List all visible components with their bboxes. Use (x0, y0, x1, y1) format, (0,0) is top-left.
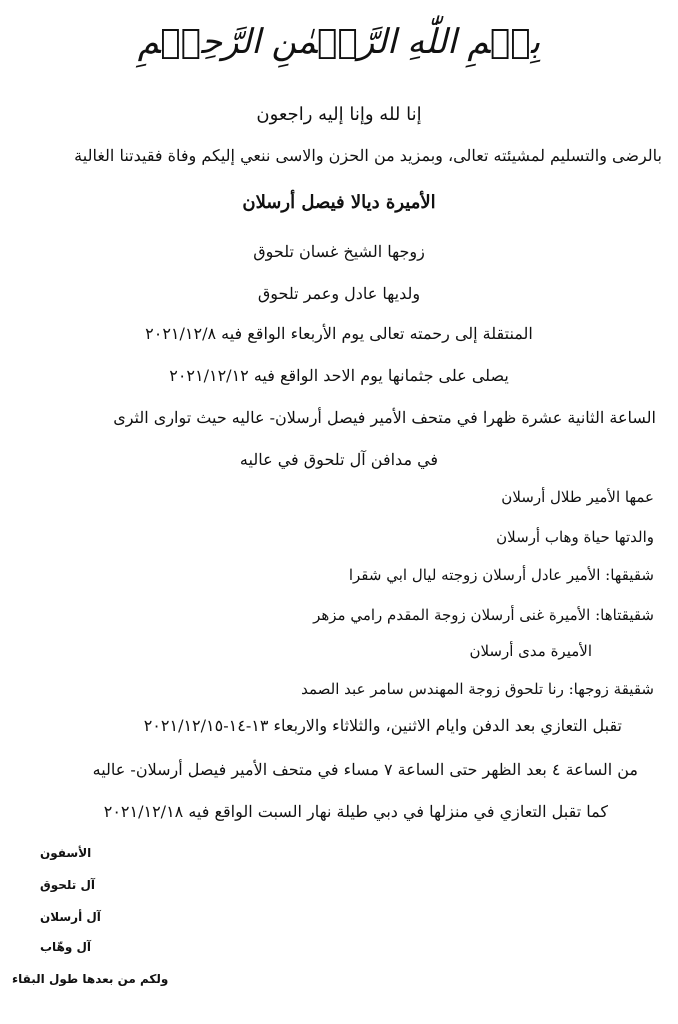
passing-date-line: المنتقلة إلى رحمته تعالى يوم الأربعاء الواقع فيه ٢٠٢١/١٢/٨ (145, 324, 533, 343)
signatory-line: آل وهّاب (40, 940, 92, 954)
burial-line: في مدافن آل تلحوق في عاليه (239, 450, 439, 469)
condolence-line-3: كما تقبل التعازي في منزلها في دبي طيلة نهار السبت الواقع فيه ٢٠٢١/١٢/١٨ (103, 802, 608, 821)
prayer-date-line: يصلى على جثمانها يوم الاحد الواقع فيه ٢٠٢١/١٢/١٢ (169, 366, 509, 385)
deceased-name: الأميرة ديالا فيصل أرسلان (242, 192, 436, 213)
sons-line: ولديها عادل وعمر تلحوق (257, 284, 421, 303)
verse-line: إنا لله وإنا إليه راجعون (256, 104, 422, 125)
relative-line: عمها الأمير طلال أرسلان (501, 488, 654, 506)
relative-line: شقيقها: الأمير عادل أرسلان زوجته ليال ابي شقرا (348, 566, 654, 584)
basmala-calligraphy: بِسۡمِ اللّٰهِ الرَّحۡمٰنِ الرَّحِيۡمِ (137, 22, 541, 62)
signatory-line: ولكم من بعدها طول البقاء (12, 972, 169, 986)
signatory-line: آل تلحوق (40, 878, 96, 892)
relative-line: والدتها حياة وهاب أرسلان (496, 528, 654, 546)
condolence-line-2: من الساعة ٤ بعد الظهر حتى الساعة ٧ مساء في متحف الأمير فيصل أرسلان- عاليه (92, 760, 638, 779)
condolence-line-1: تقبل التعازي بعد الدفن وايام الاثنين، والثلاثاء والاربعاء ١٣-١٤-٢٠٢١/١٢/١٥ (143, 716, 622, 735)
signatory-line: الأسفون (40, 846, 92, 860)
relative-line: شقيقة زوجها: رنا تلحوق زوجة المهندس سامر عبد الصمد (301, 680, 654, 698)
signatory-line: آل أرسلان (40, 910, 101, 924)
husband-line: زوجها الشيخ غسان تلحوق (253, 242, 425, 261)
relative-line: الأميرة مدى أرسلان (469, 642, 592, 660)
relative-line: شقيقتاها: الأميرة غنى أرسلان زوجة المقدم رامي مزهر (313, 606, 654, 624)
intro-line: بالرضى والتسليم لمشيئته تعالى، وبمزيد من الحزن والاسى ننعي إليكم وفاة فقيدتنا الغالية (74, 146, 662, 165)
prayer-time-place-line: الساعة الثانية عشرة ظهرا في متحف الأمير فيصل أرسلان- عاليه حيث توارى الثرى (113, 408, 656, 427)
